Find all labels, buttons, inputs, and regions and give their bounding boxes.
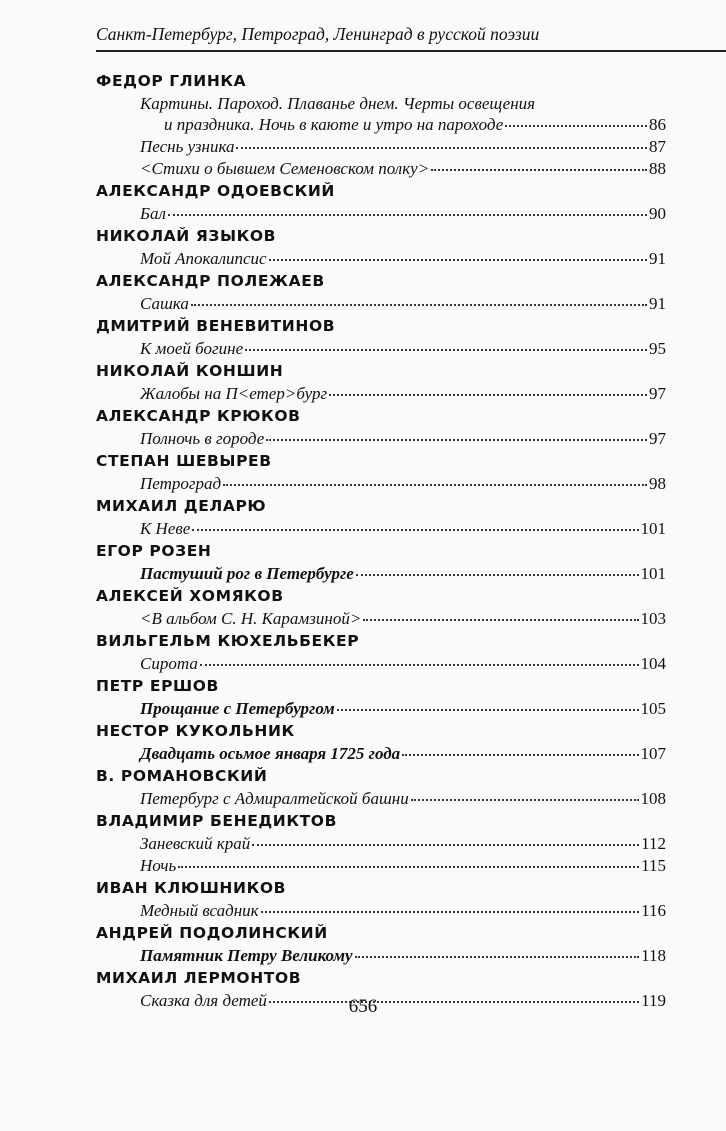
author-heading: АЛЕКСАНДР КРЮКОВ: [96, 407, 301, 425]
entry-page-number: 101: [640, 519, 666, 538]
entry-title: Двадцать осьмое января 1725 года: [140, 744, 401, 763]
toc-entry[interactable]: [96, 855, 666, 876]
author-heading: СТЕПАН ШЕВЫРЕВ: [96, 452, 272, 470]
toc-entry[interactable]: [96, 743, 666, 764]
toc-entry[interactable]: [96, 338, 666, 359]
author-heading: АЛЕКСАНДР ОДОЕВСКИЙ: [96, 182, 335, 200]
entry-page-number: 118: [641, 946, 666, 965]
entry-title: Бал: [140, 204, 166, 223]
author-heading: ВЛАДИМИР БЕНЕДИКТОВ: [96, 812, 337, 830]
entry-page-number: 97: [649, 429, 666, 448]
entry-title-line: и праздника. Ночь в каюте и утро на пароходе: [164, 115, 504, 134]
entry-page-number: 112: [641, 834, 666, 853]
toc-entry[interactable]: [96, 653, 666, 674]
entry-title: Памятник Петру Великому: [140, 946, 353, 965]
toc-entry[interactable]: [96, 608, 666, 629]
author-heading: АЛЕКСАНДР ПОЛЕЖАЕВ: [96, 272, 325, 290]
toc-entry[interactable]: [96, 248, 666, 269]
author-heading: ЕГОР РОЗЕН: [96, 542, 212, 560]
entry-title: Песнь узника: [140, 137, 235, 156]
toc-entry[interactable]: [96, 203, 666, 224]
running-header-title: Санкт-Петербург, Петроград, Ленинград в русской поэзии: [96, 24, 540, 44]
dot-leader: [355, 956, 640, 958]
entry-title: Сказка для детей: [140, 991, 267, 1010]
toc-entry[interactable]: [96, 158, 666, 179]
page-number: 656: [348, 996, 378, 1017]
author-heading: В. РОМАНОВСКИЙ: [96, 767, 268, 785]
entry-title: Сашка: [140, 294, 189, 313]
toc-entry[interactable]: [96, 518, 666, 539]
toc-entry[interactable]: [96, 563, 666, 584]
dot-leader: [223, 484, 647, 486]
entry-title: Полночь в городе: [140, 429, 265, 448]
entry-title-line: Картины. Пароход. Плаванье днем. Черты освещения: [140, 94, 536, 113]
dot-leader: [252, 844, 639, 846]
entry-page-number: 119: [641, 991, 666, 1010]
author-heading: ДМИТРИЙ ВЕНЕВИТИНОВ: [96, 317, 336, 335]
entry-title: Пастуший рог в Петербурге: [140, 564, 354, 583]
toc-entry[interactable]: [96, 93, 666, 135]
dot-leader: [329, 394, 647, 396]
entry-title: <В альбом С. Н. Карамзиной>: [140, 609, 362, 628]
entry-page-number: 87: [649, 137, 666, 156]
toc-entry[interactable]: [96, 833, 666, 854]
dot-leader: [192, 529, 638, 531]
dot-leader: [266, 439, 647, 441]
table-of-contents: [96, 70, 666, 1012]
entry-title: Прощание с Петербургом: [140, 699, 335, 718]
author-heading: НИКОЛАЙ ЯЗЫКОВ: [96, 227, 277, 245]
entry-page-number: 103: [640, 609, 666, 628]
entry-page-number: 98: [649, 474, 666, 493]
entry-page-number: 97: [649, 384, 666, 403]
entry-page-number: 107: [640, 744, 666, 763]
toc-entry[interactable]: [96, 383, 666, 404]
dot-leader: [411, 799, 639, 801]
entry-page-number: 104: [640, 654, 666, 673]
entry-page-number: 101: [640, 564, 666, 583]
entry-page-number: 88: [649, 159, 666, 178]
entry-title: Мой Апокалипсис: [140, 249, 267, 268]
entry-page-number: 91: [649, 294, 666, 313]
entry-title: Заневский край: [140, 834, 251, 853]
entry-title: Ночь: [140, 856, 177, 875]
entry-page-number: 95: [649, 339, 666, 358]
toc-entry[interactable]: [96, 945, 666, 966]
entry-page-number: 105: [640, 699, 666, 718]
entry-page-number: 90: [649, 204, 666, 223]
dot-leader: [245, 349, 647, 351]
author-heading: НЕСТОР КУКОЛЬНИК: [96, 722, 295, 740]
toc-entry[interactable]: [96, 136, 666, 157]
author-heading: МИХАИЛ ДЕЛАРЮ: [96, 497, 267, 515]
author-heading: ФЕДОР ГЛИНКА: [96, 72, 247, 90]
entry-title: Медный всадник: [140, 901, 259, 920]
entry-title: К Неве: [140, 519, 191, 538]
toc-entry[interactable]: [96, 900, 666, 921]
dot-leader: [200, 664, 639, 666]
entry-title: Петроград: [140, 474, 222, 493]
toc-entry[interactable]: [96, 788, 666, 809]
entry-title: <Стихи о бывшем Семеновском полку>: [140, 159, 430, 178]
entry-title: Петербург с Адмиралтейской башни: [140, 789, 409, 808]
dot-leader: [337, 709, 639, 711]
dot-leader: [269, 259, 647, 261]
dot-leader: [356, 574, 639, 576]
header-rule: [96, 50, 726, 52]
entry-page-number: 108: [640, 789, 666, 808]
author-heading: ПЕТР ЕРШОВ: [96, 677, 219, 695]
author-heading: ВИЛЬГЕЛЬМ КЮХЕЛЬБЕКЕР: [96, 632, 360, 650]
toc-entry[interactable]: [96, 293, 666, 314]
author-heading: МИХАИЛ ЛЕРМОНТОВ: [96, 969, 302, 987]
author-heading: ИВАН КЛЮШНИКОВ: [96, 879, 287, 897]
entry-title: К моей богине: [140, 339, 244, 358]
author-heading: АНДРЕЙ ПОДОЛИНСКИЙ: [96, 924, 328, 942]
author-heading: НИКОЛАЙ КОНШИН: [96, 362, 284, 380]
dot-leader: [505, 125, 647, 127]
entry-page-number: 91: [649, 249, 666, 268]
entry-title: Сирота: [140, 654, 198, 673]
entry-title: Жалобы на П<етер>бург: [140, 384, 328, 403]
entry-page-number: 86: [649, 115, 666, 134]
dot-leader: [363, 619, 638, 621]
toc-entry[interactable]: [96, 428, 666, 449]
dot-leader: [402, 754, 638, 756]
dot-leader: [178, 866, 639, 868]
entry-page-number: 115: [641, 856, 666, 875]
author-heading: АЛЕКСЕЙ ХОМЯКОВ: [96, 587, 284, 605]
dot-leader: [431, 169, 647, 171]
toc-entry[interactable]: [96, 698, 666, 719]
entry-page-number: 116: [641, 901, 666, 920]
dot-leader: [261, 911, 640, 913]
dot-leader: [236, 147, 647, 149]
toc-entry[interactable]: [96, 473, 666, 494]
dot-leader: [168, 214, 647, 216]
dot-leader: [191, 304, 647, 306]
